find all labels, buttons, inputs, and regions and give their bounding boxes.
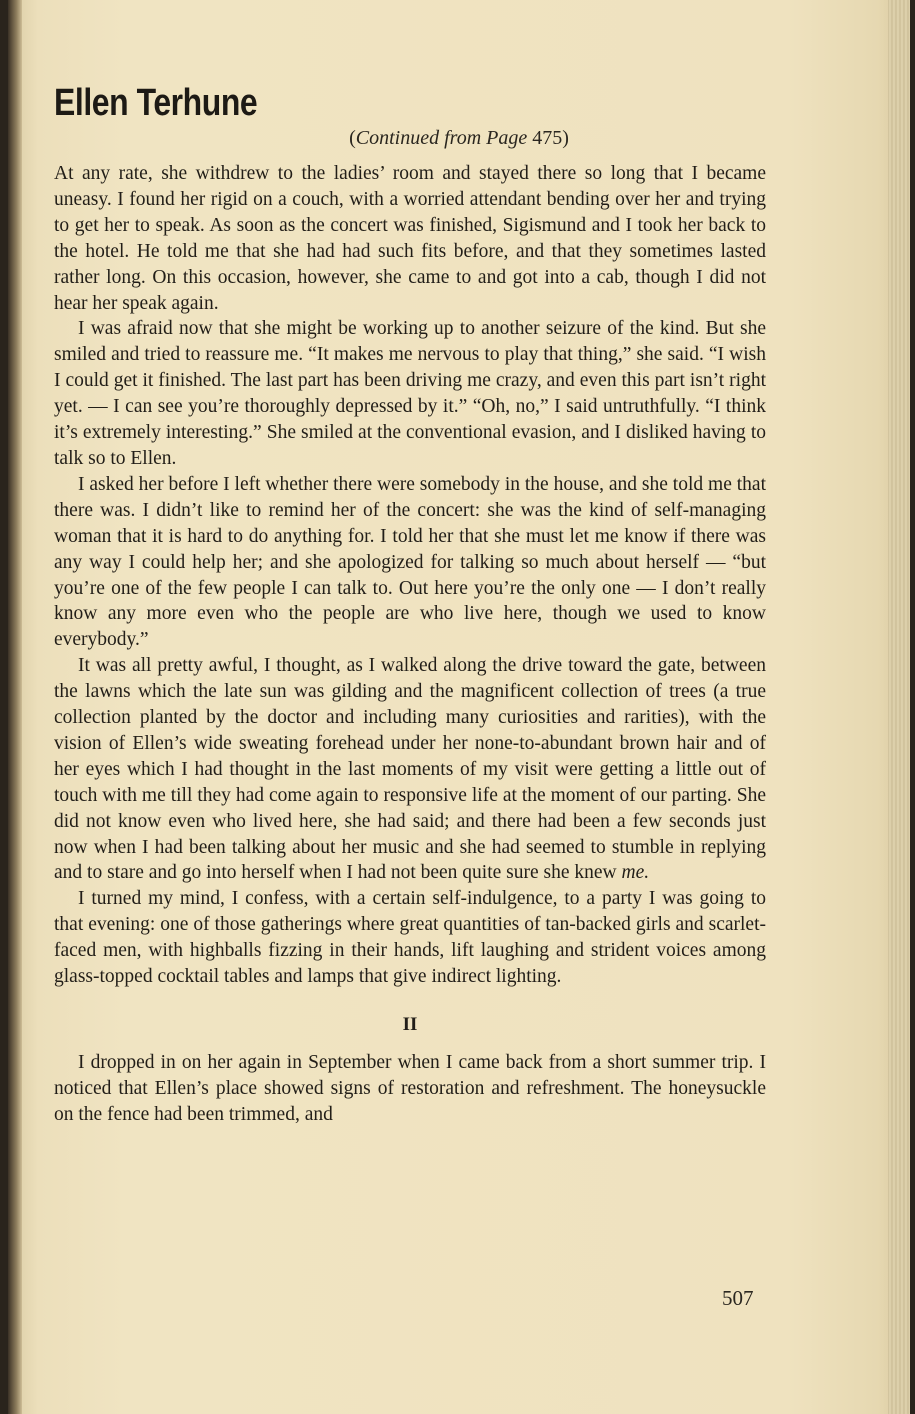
paragraph-4: [54, 653, 766, 886]
section-heading: II: [402, 1014, 418, 1035]
article-body: [54, 161, 766, 1128]
paragraph-5: I turned my mind, I confess, with a certain self-indulgence, to a party I was going to that evening: one of those gatherings where great quantities of tan-backed girls and scarlet-faced men, with highballs fizzing in their hands, lift laughing and strident voices among glass-topped cocktail tables and lamps that give indirect lighting.: [54, 888, 766, 988]
page-edges: [888, 0, 910, 1414]
paragraph-4-emphasis: me.: [621, 862, 650, 884]
paragraph-1: At any rate, she withdrew to the ladies’ room and stayed there so long that I became uneasy. I found her rigid on a couch, with a worried attendant bending over her and trying to get her to speak. As soon as the concert was finished, Sigismund and I took her back to the hotel. He told me that she had had such fits before, and that they sometimes lasted rather long. On this occasion, however, she came to and got into a cab, though I did not hear her speak again.: [54, 163, 766, 314]
paragraph-3: I asked her before I left whether there were somebody in the house, and she told me that there was. I didn’t like to remind her of the concert: she was the kind of self-managing woman that it is hard to do anything for. I told her that she must let me know if there was any way I could help her; and she apologized for talking so much about herself — “but you’re one of the few people I can talk to. Out here you’re the only one — I don’t really know any more even who the people are who live here, though we used to know everybody.”: [54, 473, 766, 651]
continued-open-paren: (: [349, 127, 356, 149]
continued-note: [8, 127, 910, 150]
paragraph-6: I dropped in on her again in September when I came back from a short summer trip. I noticed that Ellen’s place showed signs of restoration and refreshment. The honeysuckle on the fence had been trimmed, and: [54, 1051, 766, 1125]
continued-close-paren: ): [562, 127, 569, 149]
continued-page: 475: [532, 127, 563, 149]
article-title: Ellen Terhune: [54, 82, 258, 124]
continued-text: Continued from Page: [355, 127, 528, 149]
paragraph-2: I was afraid now that she might be working up to another seizure of the kind. But she smiled and tried to reassure me. “It makes me nervous to play that thing,” she said. “I wish I could get it finished. The last part has been driving me crazy, and even this part isn’t right yet. — I can see you’re thoroughly depressed by it.” “Oh, no,” I said untruthfully. “I think it’s extremely interesting.” She smiled at the conventional evasion, and I disliked having to talk so to Ellen.: [54, 318, 766, 469]
paragraph-4-text: It was all pretty awful, I thought, as I walked along the drive toward the gate, between the lawns which the late sun was gilding and the magnificent collection of trees (a true collection planted by the doctor and including many curiosities and rarities), with the vision of Ellen’s wide sweating forehead under her none-to-abundant brown hair and of her eyes which I had thought in the last moments of my visit were getting a little out of touch with me till they had come again to responsive life at the moment of our parting. She did not know even who lived here, she had said; and there had been a few seconds just now when I had been talking about her music and she had seemed to stumble in replying and to stare and go into herself when I had not been quite sure she knew: [54, 655, 766, 884]
book-spine-shadow: [8, 0, 22, 1414]
book-page: [8, 0, 910, 1414]
page-number: 507: [722, 1286, 754, 1310]
